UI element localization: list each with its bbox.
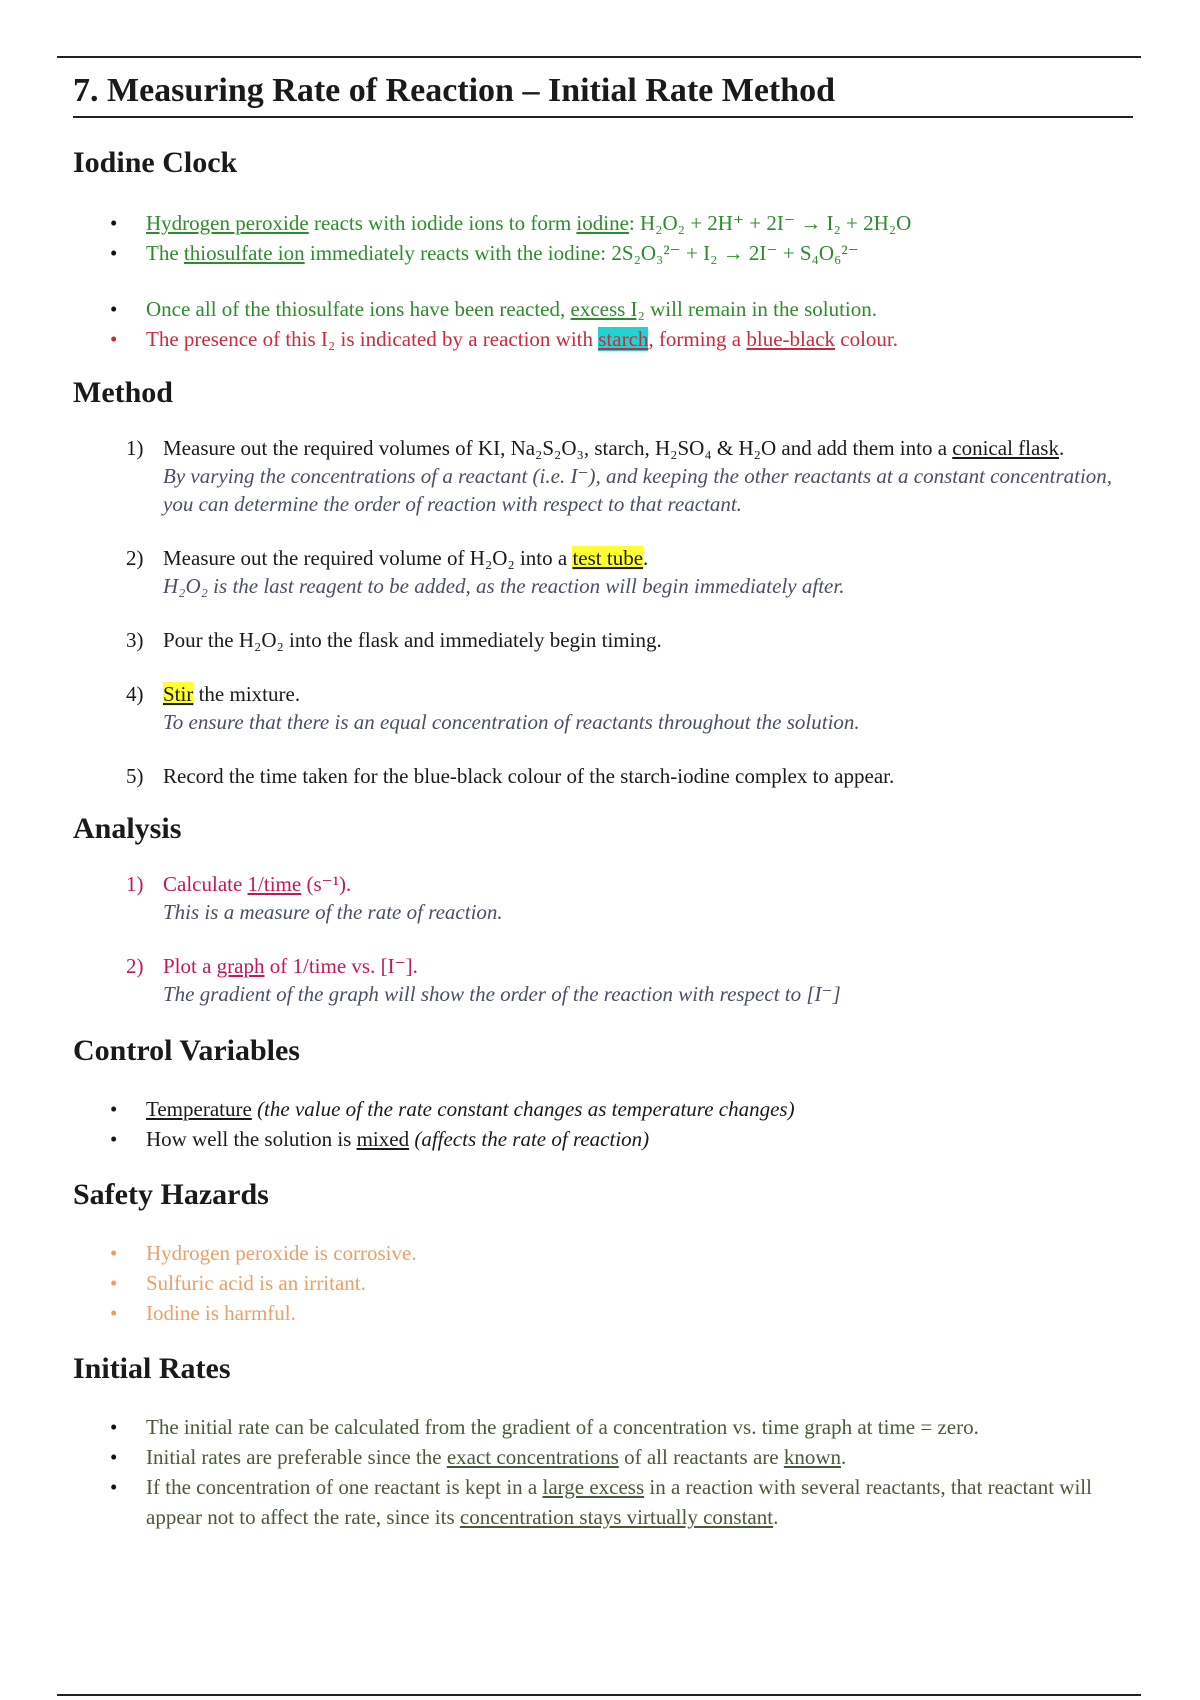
iodine-clock-list-1 <box>73 208 1133 268</box>
heading-initial-rates: Initial Rates <box>73 1352 231 1385</box>
bottom-rule <box>57 1694 1141 1696</box>
analysis-step-2: 2) Plot a graph of 1/time vs. [I⁻]. The gradient of the graph will show the order of the reaction with respect to [I⁻] <box>73 952 1133 1008</box>
analysis-note-1: This is a measure of the rate of reaction. <box>163 900 503 924</box>
method-step-5: 5) Record the time taken for the blue-black colour of the starch-iodine complex to appear. <box>126 764 895 788</box>
list-item: • If the concentration of one reactant is kept in a large excess in a reaction with several reactants, that reactant will appear not to affect the rate, since its concentration stays virtually constant. <box>110 1475 1092 1529</box>
list-item: • How well the solution is mixed (affects the rate of reaction) <box>110 1127 650 1151</box>
list-item: • Initial rates are preferable since the exact concentrations of all reactants are known. <box>110 1445 847 1469</box>
list-item: • Once all of the thiosulfate ions have been reacted, excess I₂ will remain in the solution. <box>110 297 878 321</box>
list-item: • The thiosulfate ion immediately reacts with the iodine: 2S₂O₃²⁻ + I₂ → 2I⁻ + S₄O₆²⁻ <box>110 241 859 265</box>
safety-list <box>73 1238 1133 1328</box>
control-list <box>73 1094 1133 1154</box>
list-item: • The initial rate can be calculated from the gradient of a concentration vs. time graph at time = zero. <box>110 1415 979 1439</box>
analysis-steps <box>73 870 1133 1008</box>
method-step-1: 1) Measure out the required volumes of KI, Na₂S₂O₃, starch, H₂SO₄ & H₂O and add them into a conical flask. By varying the concentrations of a reactant (i.e. I⁻), and keeping the other reactants at a constant concentration, you can determine the order of reaction with respect to that reactant. <box>73 434 1133 518</box>
page-title: 7. Measuring Rate of Reaction – Initial Rate Method <box>73 64 1133 118</box>
analysis-step-1: 1) Calculate 1/time (s⁻¹). This is a measure of the rate of reaction. <box>73 870 1133 926</box>
heading-iodine-clock: Iodine Clock <box>73 146 238 179</box>
list-item: • Iodine is harmful. <box>110 1301 296 1325</box>
method-step-2: 2) Measure out the required volume of H₂O₂ into a test tube. H₂O₂ is the last reagent to be added, as the reaction will begin immediately after. <box>73 544 1133 600</box>
heading-safety-hazards: Safety Hazards <box>73 1178 269 1211</box>
initial-rates-list <box>73 1412 1133 1532</box>
list-item: • The presence of this I₂ is indicated by a reaction with starch, forming a blue-black colour. <box>110 327 899 351</box>
list-item: • Temperature (the value of the rate constant changes as temperature changes) <box>110 1097 795 1121</box>
method-step-4: 4) Stir the mixture. To ensure that there is an equal concentration of reactants throughout the solution. <box>73 680 1133 736</box>
list-item: • Sulfuric acid is an irritant. <box>110 1271 366 1295</box>
list-item: • Hydrogen peroxide is corrosive. <box>110 1241 417 1265</box>
method-step-3: 3) Pour the H₂O₂ into the flask and immediately begin timing. <box>126 628 662 652</box>
heading-analysis: Analysis <box>73 812 182 845</box>
list-item: • Hydrogen peroxide reacts with iodide ions to form iodine: H₂O₂ + 2H⁺ + 2I⁻ → I₂ + 2H₂O <box>110 211 912 235</box>
method-note-2: H₂O₂ is the last reagent to be added, as the reaction will begin immediately after. <box>163 574 845 598</box>
method-note-1: By varying the concentrations of a reactant (i.e. I⁻), and keeping the other reactants at a constant concentration, you can determine the order of reaction with respect to that reactant. <box>163 464 1113 516</box>
analysis-note-2: The gradient of the graph will show the order of the reaction with respect to [I⁻] <box>163 982 841 1006</box>
heading-control-variables: Control Variables <box>73 1034 300 1067</box>
iodine-clock-list-2 <box>73 294 1133 354</box>
method-note-4: To ensure that there is an equal concentration of reactants throughout the solution. <box>163 710 860 734</box>
top-rule <box>57 56 1141 58</box>
document-page <box>73 64 1133 1532</box>
heading-method: Method <box>73 376 173 409</box>
method-steps <box>73 434 1133 790</box>
